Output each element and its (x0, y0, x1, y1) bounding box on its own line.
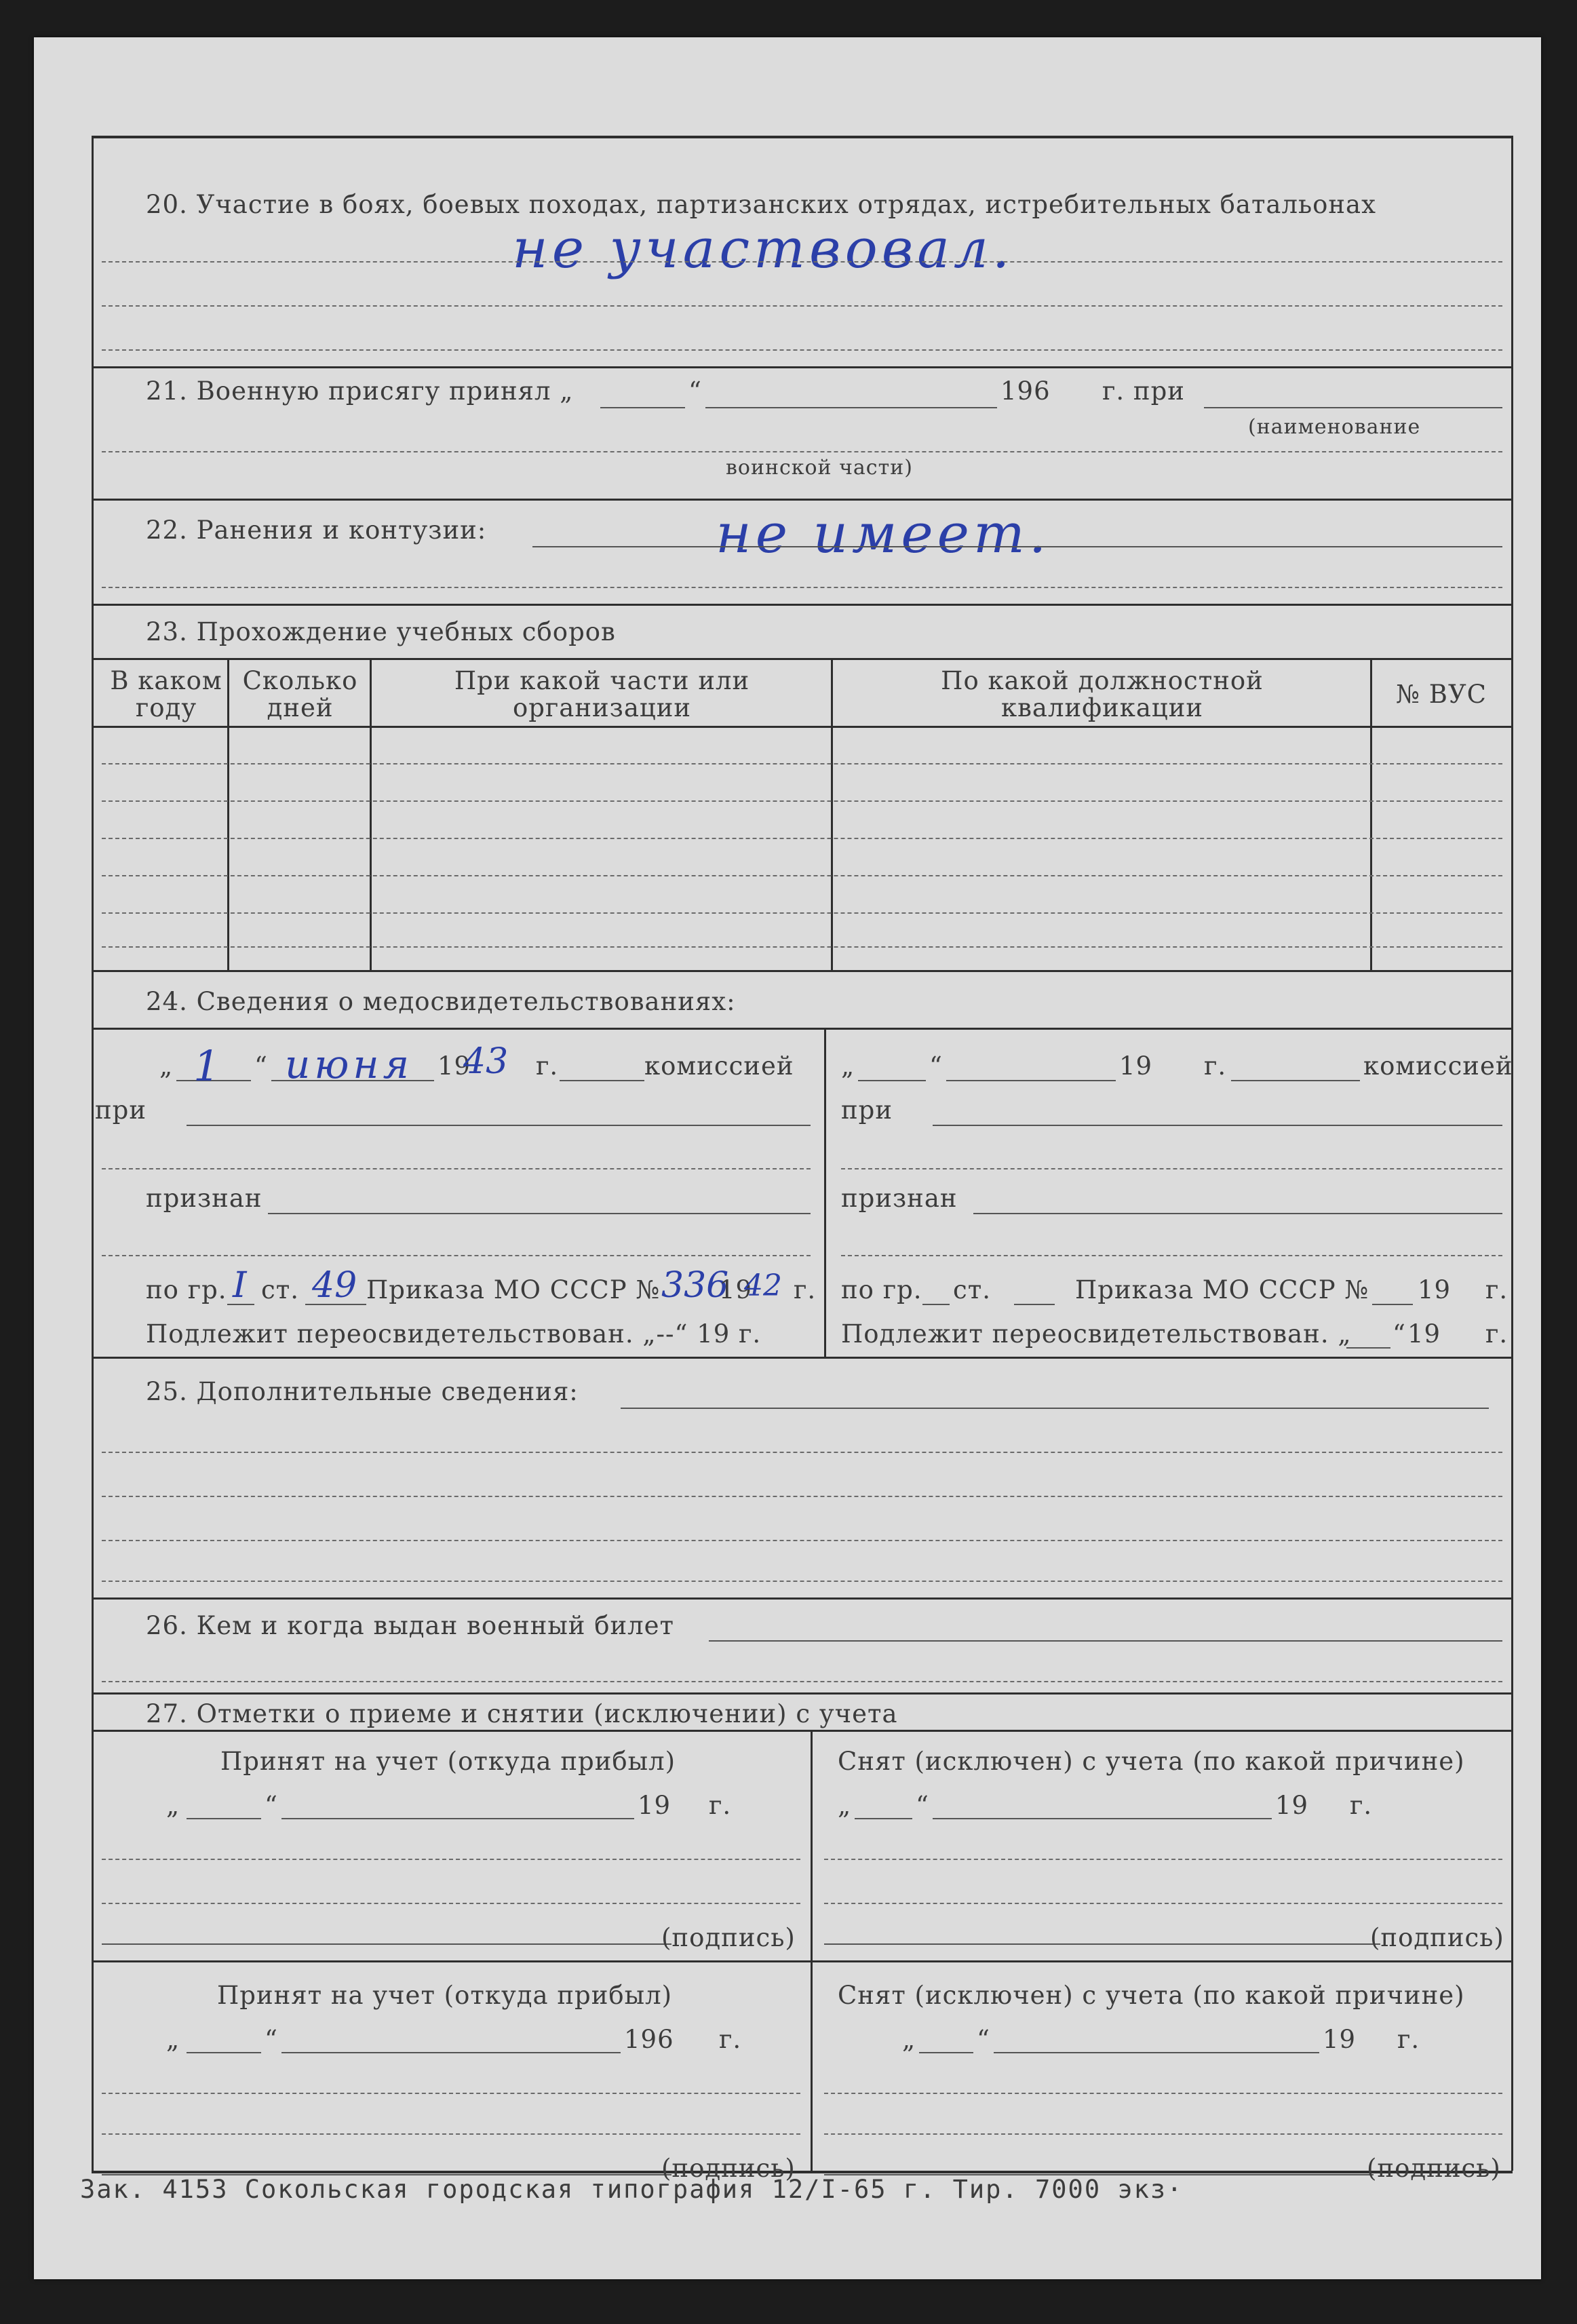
s22-divider (92, 604, 1513, 606)
s27-b-line-2 (824, 1903, 1502, 1904)
s27-c-day-field (187, 2052, 261, 2053)
frame-right (1511, 136, 1513, 2171)
s27-label: 27. Отметки о приеме и снятии (исключении) с учета (146, 1699, 898, 1728)
s23-header-top (92, 658, 1513, 660)
s25-line-3 (102, 1540, 1502, 1541)
s24-r-y19: 19 (1418, 1275, 1452, 1304)
s27-b-q-open: „ (838, 1791, 852, 1820)
s24-r-po-gr: по гр. (841, 1275, 922, 1304)
s27-c-month-field (281, 2052, 621, 2053)
s21-line (102, 451, 1502, 452)
s27-c-title: Принят на учет (откуда прибыл) (217, 1981, 673, 2010)
s24-l-priznan-field (268, 1213, 811, 1214)
s24-r-gr-field (922, 1304, 950, 1305)
s24-r-line-1 (841, 1168, 1502, 1169)
s27-c-line-1 (102, 2093, 800, 2094)
s26-field (709, 1640, 1502, 1642)
s27-a-line-1 (102, 1859, 800, 1860)
s24-l-year-hw: 43 (463, 1041, 509, 1082)
s24-l-num-hw: 336 (661, 1265, 729, 1306)
s24-r-prikaza: Приказа МО СССР № (1075, 1275, 1369, 1304)
s27-a-sign-field (102, 1943, 671, 1945)
s27-d-q-close: “ (977, 2025, 990, 2054)
military-record-form (92, 136, 1513, 2183)
s27-a-q-open: „ (166, 1791, 180, 1820)
s23-h1-a: В каком (110, 666, 222, 695)
s27-b-month-field (933, 1818, 1272, 1819)
s24-l-year-print: 19 (437, 1051, 471, 1081)
s24-l-st-hw: 49 (312, 1265, 357, 1306)
s27-c-year: 196 (624, 2025, 674, 2054)
s23-h4-b: квалификации (1000, 693, 1204, 722)
s24-l-priznan: признан (146, 1184, 262, 1213)
s27-a-title: Принят на учет (откуда прибыл) (220, 1747, 676, 1776)
s24-r-line-2 (841, 1255, 1502, 1256)
s24-r-komissiei: комиссией (1363, 1051, 1513, 1081)
s24-l-komissiei: комиссией (644, 1051, 794, 1081)
s21-note-unit: воинской части) (726, 456, 913, 480)
s25-line-4 (102, 1581, 1502, 1582)
s21-g-pri: г. при (1102, 376, 1185, 406)
s24-r-st-field (1014, 1304, 1055, 1305)
s27-d-g: г. (1397, 2025, 1420, 2054)
s27-b-podpis: (подпись) (1370, 1923, 1504, 1952)
s24-l-st-field (305, 1304, 366, 1305)
s23-col-line-3 (831, 658, 833, 970)
s27-a-podpis: (подпись) (661, 1923, 796, 1952)
s24-r-pri: при (841, 1096, 893, 1125)
s23-h1-b: году (135, 693, 197, 722)
s27-a-day-field (187, 1818, 261, 1819)
s20-line-1 (102, 261, 1502, 263)
s24-l-gr-hw: I (233, 1265, 251, 1306)
s23-h3-b: организации (512, 693, 692, 722)
s23-col-line-4 (1370, 658, 1372, 970)
s24-r-g: г. (1204, 1051, 1227, 1081)
s22-field (532, 546, 1502, 547)
s24-l-gr-field (227, 1304, 254, 1305)
s23-h4-a: По какой должностной (941, 666, 1264, 695)
s20-line-3 (102, 349, 1502, 351)
s24-r-podlezhit: Подлежит переосвидетельствован. „ (841, 1319, 1352, 1349)
s23-row-line-1 (102, 763, 1502, 764)
s24-divider (92, 1357, 1513, 1359)
s25-label: 25. Дополнительные сведения: (146, 1377, 579, 1406)
s25-field (621, 1408, 1489, 1409)
s20-handwritten: не участвовал. (512, 217, 1014, 280)
s27-d-q-open: „ (902, 2025, 916, 2054)
s24-r-pri-field (933, 1125, 1502, 1126)
s27-a-year: 19 (638, 1791, 671, 1820)
s23-col-line-2 (370, 658, 372, 970)
s27-a-month-field (281, 1818, 634, 1819)
s24-split (824, 1028, 826, 1357)
s27-a-q-close: “ (265, 1791, 278, 1820)
s23-h5: № ВУС (1395, 680, 1487, 709)
s23-header-bottom (92, 726, 1513, 728)
s23-divider (92, 970, 1513, 972)
printer-imprint: Зак. 4153 Сокольская городская типография 12/I-65 г. Тир. 7000 экз· (80, 2175, 1184, 2204)
s24-l-quote-open: „ (159, 1051, 174, 1081)
s23-row-line-5 (102, 912, 1502, 914)
s27-d-year: 19 (1323, 2025, 1357, 2054)
s26-divider (92, 1692, 1513, 1694)
s20-line-2 (102, 305, 1502, 307)
s24-r-year: 19 (1119, 1051, 1153, 1081)
s24-r-quote-close: “ (929, 1051, 943, 1081)
s21-label: 21. Военную присягу принял „ (146, 376, 574, 406)
s24-l-quote-close: “ (254, 1051, 268, 1081)
s20-label: 20. Участие в боях, боевых походах, партизанских отрядах, истребительных батальонах (146, 190, 1376, 219)
s21-note-name: (наименование (1248, 415, 1421, 439)
s24-label: 24. Сведения о медосвидетельствованиях: (146, 987, 736, 1016)
s27-c-podpis: (подпись) (661, 2154, 796, 2183)
s24-r-g3: г. (1485, 1319, 1508, 1349)
s21-divider (92, 499, 1513, 501)
s27-header-line (92, 1730, 1513, 1732)
s27-d-podpis: (подпись) (1367, 2154, 1501, 2183)
s24-r-priznan: признан (841, 1184, 958, 1213)
s24-r-priznan-field (973, 1213, 1502, 1214)
s24-l-y19: 19 (719, 1275, 753, 1304)
s27-a-line-2 (102, 1903, 800, 1904)
s24-l-po-gr: по гр. (146, 1275, 227, 1304)
s27-b-day-field (855, 1818, 912, 1819)
s25-divider (92, 1597, 1513, 1600)
s24-l-line-2 (102, 1255, 811, 1256)
s27-d-title: Снят (исключен) с учета (по какой причине) (838, 1981, 1465, 2010)
s21-unit-field (1204, 407, 1502, 408)
s24-l-prikaza: Приказа МО СССР № (366, 1275, 661, 1304)
s24-l-commission-field (560, 1080, 644, 1081)
s27-d-month-field (994, 2052, 1319, 2053)
s27-split (811, 1730, 813, 2171)
s27-d-line-2 (824, 2133, 1502, 2135)
s23-label: 23. Прохождение учебных сборов (146, 617, 616, 646)
s27-c-q-close: “ (265, 2025, 278, 2054)
s27-b-q-close: “ (916, 1791, 929, 1820)
s22-line (102, 587, 1502, 588)
s26-label: 26. Кем и когда выдан военный билет (146, 1611, 675, 1640)
s24-r-month-field (946, 1080, 1116, 1081)
s21-month-field (705, 407, 997, 408)
s22-label: 22. Ранения и контузии: (146, 516, 487, 545)
s27-d-day-field (919, 2052, 973, 2053)
s22-handwritten: не имеет. (716, 502, 1051, 565)
s24-l-g2: г. (794, 1275, 817, 1304)
s24-l-st: ст. (261, 1275, 299, 1304)
s24-r-y19b: 19 (1407, 1319, 1441, 1349)
s25-line-1 (102, 1452, 1502, 1453)
s24-l-g: г. (536, 1051, 559, 1081)
s27-b-sign-field (824, 1943, 1380, 1945)
s26-line (102, 1681, 1502, 1682)
s23-row-line-4 (102, 875, 1502, 876)
s23-h2-a: Сколько (242, 666, 358, 695)
s24-r-q2: “ (1393, 1319, 1406, 1349)
s27-middle-line (92, 1960, 1513, 1962)
s24-r-day-field (858, 1080, 926, 1081)
s27-b-title: Снят (исключен) с учета (по какой причине) (838, 1747, 1465, 1776)
s24-l-day-hw: 1 (193, 1041, 225, 1091)
s27-c-q-open: „ (166, 2025, 180, 2054)
s24-r-st: ст. (953, 1275, 991, 1304)
s23-row-line-3 (102, 838, 1502, 839)
frame-bottom (92, 2171, 1513, 2173)
s27-b-line-1 (824, 1859, 1502, 1860)
s24-l-month-hw: июня (285, 1041, 414, 1087)
s24-l-pri: при (95, 1096, 147, 1125)
frame-left (92, 136, 94, 2171)
s25-line-2 (102, 1496, 1502, 1497)
s24-r-quote-open: „ (841, 1051, 855, 1081)
s23-h3-a: При какой части или (454, 666, 750, 695)
document-sheet (34, 37, 1541, 2279)
s27-b-g: г. (1350, 1791, 1373, 1820)
frame-top (92, 136, 1513, 138)
s24-l-podlezhit: Подлежит переосвидетельствован. „--“ 19 г. (146, 1319, 762, 1349)
s20-divider (92, 366, 1513, 368)
s27-b-year: 19 (1275, 1791, 1309, 1820)
s24-r-re-field (1346, 1347, 1390, 1349)
s21-year: 196 (1000, 376, 1051, 406)
s21-day-field (600, 407, 685, 408)
s24-r-num-field (1372, 1304, 1413, 1305)
s23-col-line-1 (227, 658, 229, 970)
s24-r-commission-field (1231, 1080, 1360, 1081)
s24-l-line-1 (102, 1168, 811, 1169)
s23-row-line-6 (102, 946, 1502, 948)
s24-header-line (92, 1028, 1513, 1030)
s24-r-g2: г. (1485, 1275, 1508, 1304)
s24-l-y-hw: 42 (744, 1268, 782, 1303)
s27-a-g: г. (709, 1791, 732, 1820)
s21-quote: “ (688, 376, 702, 406)
s23-row-line-2 (102, 800, 1502, 802)
s27-c-line-2 (102, 2133, 800, 2135)
s24-l-pri-field (187, 1125, 811, 1126)
s27-c-g: г. (719, 2025, 742, 2054)
s27-d-line-1 (824, 2093, 1502, 2094)
s23-h2-b: дней (267, 693, 334, 722)
